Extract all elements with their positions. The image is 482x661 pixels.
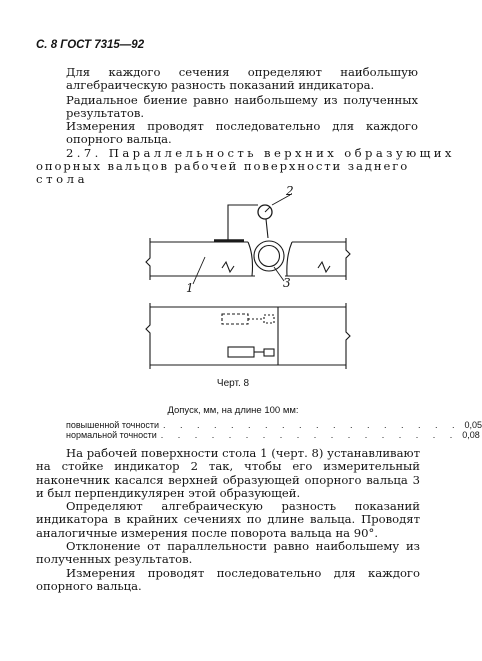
section-2-7-title-line2: опорных вальцов рабочей поверхности заднего — [36, 159, 410, 173]
paragraph-measure-each-roller: Измерения проводят последовательно для каждого опорного вальца. — [66, 119, 418, 147]
tolerance-row — [66, 430, 480, 440]
indicator-icon — [258, 205, 272, 219]
paragraph-algebraic-difference: Определяют алгебраическую разность показаний индикатора в крайних сечениях по длине вальца. Проводят аналогичные измерения после поворота вальца на 90°. — [36, 499, 420, 540]
figure-label-3: 3 — [283, 276, 291, 290]
paragraph-measure-each-roller-2: Измерения проводят последовательно для каждого опорного вальца. — [36, 566, 420, 594]
dot-leader: . . . . . . . . . . . . . . . . . . — [160, 430, 459, 440]
section-2-7-title-line3: стола — [36, 172, 89, 186]
section-2-7-title-line1: 2.7. Параллельность верхних образующих — [66, 146, 455, 160]
tolerance-value: 0,08 — [462, 430, 480, 440]
tolerance-value: 0,05 — [464, 420, 482, 430]
paragraph-indicator-setup: На рабочей поверхности стола 1 (черт. 8) устанавливают на стойке индикатор 2 так, чтобы его измерительный наконечник касался верхней образующей опорного вальца 3 и был перпендикулярен этой образующей. — [36, 446, 420, 500]
tolerance-row — [66, 420, 482, 430]
figure-label-2: 2 — [286, 184, 294, 198]
tolerance-label: повышенной точности — [66, 420, 159, 430]
paragraph-parallelism-deviation: Отклонение от параллельности равно наибольшему из полученных результатов. — [36, 539, 420, 567]
page-header: С. 8 ГОСТ 7315—92 — [36, 39, 145, 51]
tolerance-title: Допуск, мм, на длине 100 мм: — [167, 405, 299, 416]
paragraph-radial-runout: Радиальное биение равно наибольшему из полученных результатов. — [66, 93, 418, 121]
paragraph-section-difference: Для каждого сечения определяют наибольшую алгебраическую разность показаний индикатора. — [66, 65, 418, 93]
figure-caption: Черт. 8 — [216, 378, 250, 389]
figure-label-1: 1 — [186, 281, 194, 295]
tolerance-label: нормальной точности — [66, 430, 157, 440]
dot-leader: . . . . . . . . . . . . . . . . . . — [162, 420, 461, 430]
